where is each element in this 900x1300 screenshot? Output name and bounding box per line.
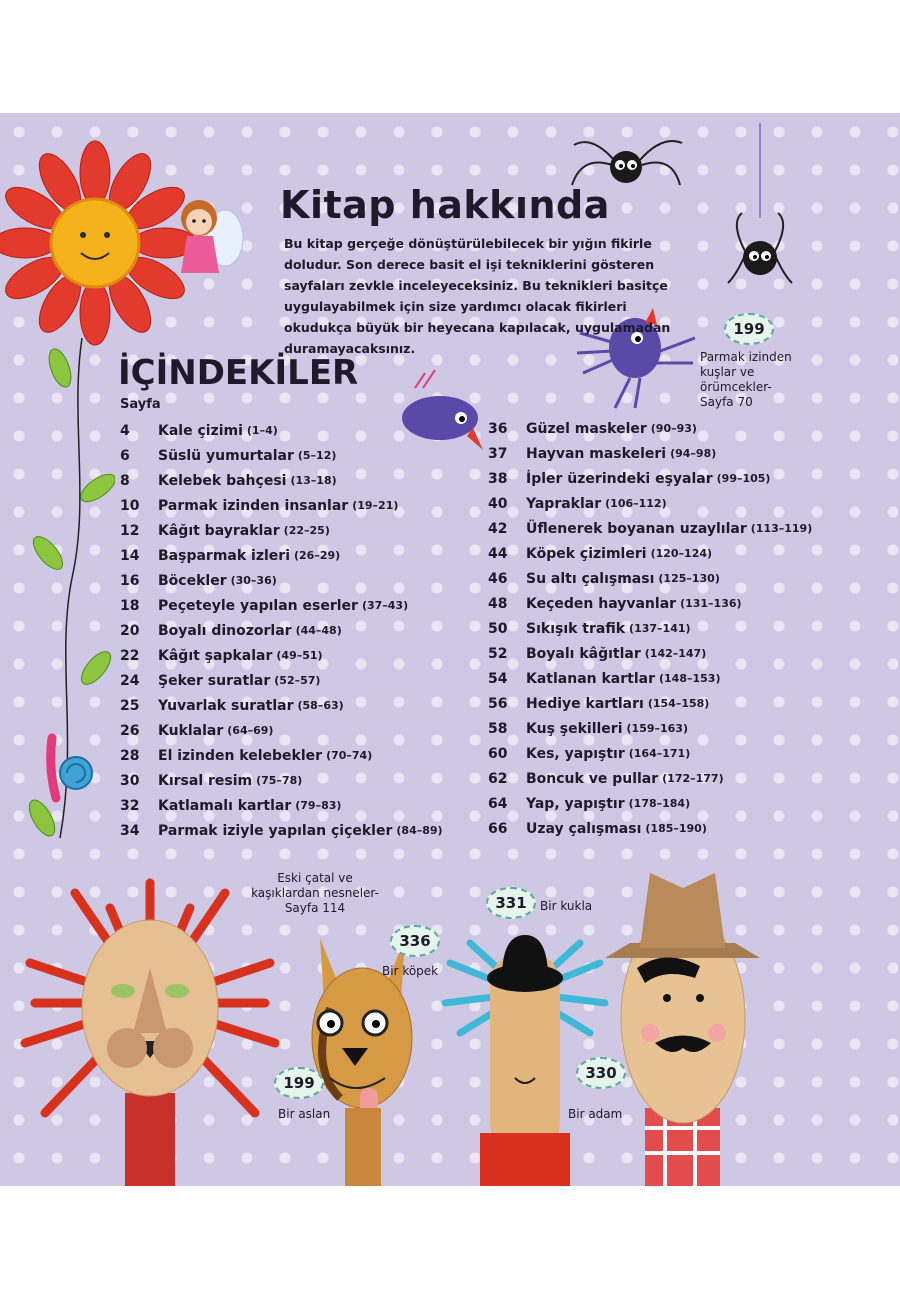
toc-item[interactable] (120, 593, 443, 618)
toc-page-number: 30 (120, 772, 140, 789)
toc-left-column (120, 418, 443, 843)
toc-item[interactable] (120, 768, 443, 793)
toc-item[interactable] (488, 791, 812, 816)
toc-range: (148–153) (659, 672, 721, 685)
toc-heading: İÇİNDEKİLER (118, 353, 359, 393)
toc-title: Kâğıt şapkalar (158, 647, 273, 664)
toc-range: (120–124) (650, 547, 713, 560)
toc-range: (137–141) (629, 622, 691, 635)
toc-range: (131–136) (680, 597, 742, 610)
toc-range: (125–130) (658, 572, 720, 585)
toc-title: Hayvan maskeleri (526, 445, 667, 462)
toc-page-number: 24 (120, 672, 140, 689)
toc-item[interactable] (120, 543, 443, 568)
toc-title: Kale çizimi (158, 422, 243, 439)
page-badge: 331 (486, 887, 536, 919)
toc-range: (44–48) (295, 624, 342, 637)
toc-item[interactable] (488, 641, 812, 666)
toc-range: (5–12) (297, 449, 337, 462)
toc-page-number: 37 (488, 445, 508, 462)
toc-title: Güzel maskeler (526, 420, 647, 437)
toc-item[interactable] (488, 491, 812, 516)
snail-icon (42, 728, 104, 806)
toc-item[interactable] (488, 816, 812, 841)
dog-caption: Bir köpek (382, 964, 439, 978)
lion-spoon-icon (15, 873, 285, 1186)
toc-page-number: 46 (488, 570, 508, 587)
toc-page-number: 60 (488, 745, 508, 762)
toc-title: Boyalı dinozorlar (158, 622, 292, 639)
toc-page-number: 16 (120, 572, 140, 589)
toc-item[interactable] (120, 418, 443, 443)
toc-item[interactable] (120, 743, 443, 768)
toc-item[interactable] (120, 818, 443, 843)
toc-range: (58–63) (297, 699, 344, 712)
toc-item[interactable] (120, 793, 443, 818)
toc-page-number: 54 (488, 670, 508, 687)
toc-range: (99–105) (716, 472, 771, 485)
toc-item[interactable] (120, 718, 443, 743)
toc-title: Kelebek bahçesi (158, 472, 287, 489)
man-caption: Bir adam (568, 1107, 623, 1121)
toc-page-number: 22 (120, 647, 140, 664)
toc-title: Kırsal resim (158, 772, 253, 789)
toc-title: Yapraklar (526, 495, 602, 512)
toc-range: (164–171) (628, 747, 691, 760)
toc-range: (30–36) (230, 574, 277, 587)
toc-page-number: 18 (120, 597, 140, 614)
toc-item[interactable] (120, 493, 443, 518)
toc-page-number: 4 (120, 422, 130, 439)
page-badge: 199 (724, 313, 774, 345)
toc-page-number: 6 (120, 447, 130, 464)
toc-title: Su altı çalışması (526, 570, 655, 587)
toc-item[interactable] (120, 443, 443, 468)
toc-item[interactable] (488, 741, 812, 766)
toc-page-number: 62 (488, 770, 508, 787)
toc-page-number: 40 (488, 495, 508, 512)
toc-title: Yuvarlak suratlar (158, 697, 294, 714)
toc-page-number: 66 (488, 820, 508, 837)
toc-page-number: 42 (488, 520, 508, 537)
toc-page-label: Sayfa (120, 397, 161, 412)
toc-item[interactable] (488, 766, 812, 791)
toc-range: (1–4) (246, 424, 278, 437)
toc-title: Parmak iziyle yapılan çiçekler (158, 822, 393, 839)
toc-title: Süslü yumurtalar (158, 447, 294, 464)
toc-title: Kâğıt bayraklar (158, 522, 280, 539)
toc-title: Keçeden hayvanlar (526, 595, 677, 612)
toc-range: (154–158) (647, 697, 710, 710)
toc-item[interactable] (488, 466, 812, 491)
toc-title: Üflenerek boyanan uzaylılar (526, 520, 747, 537)
toc-range: (49–51) (276, 649, 323, 662)
toc-item[interactable] (120, 568, 443, 593)
toc-range: (159–163) (626, 722, 688, 735)
toc-title: Kuş şekilleri (526, 720, 623, 737)
toc-item[interactable] (120, 518, 443, 543)
toc-item[interactable] (488, 516, 812, 541)
toc-range: (70–74) (326, 749, 373, 762)
toc-title: Boyalı kâğıtlar (526, 645, 641, 662)
man-spoon-icon (605, 868, 760, 1186)
toc-range: (185–190) (645, 822, 707, 835)
toc-item[interactable] (488, 591, 812, 616)
toc-page-number: 12 (120, 522, 140, 539)
lion-caption: Bir aslan (278, 1107, 331, 1121)
toc-item[interactable] (488, 566, 812, 591)
toc-range: (106–112) (605, 497, 667, 510)
toc-page-number: 32 (120, 797, 140, 814)
toc-range: (84–89) (396, 824, 443, 837)
toc-item[interactable] (120, 618, 443, 643)
puppet-caption: Bir kukla (540, 899, 593, 913)
toc-range: (37–43) (361, 599, 409, 612)
toc-item[interactable] (488, 716, 812, 741)
toc-range: (113–119) (750, 522, 813, 535)
toc-item[interactable] (488, 541, 812, 566)
toc-page-number: 50 (488, 620, 508, 637)
toc-title: Kes, yapıştır (526, 745, 625, 762)
toc-range: (142–147) (644, 647, 707, 660)
toc-page-number: 10 (120, 497, 140, 514)
toc-page-number: 25 (120, 697, 140, 714)
toc-range: (22–25) (283, 524, 330, 537)
toc-item[interactable] (488, 441, 812, 466)
toc-item[interactable] (488, 616, 812, 641)
toc-page-number: 44 (488, 545, 508, 562)
page-title: Kitap hakkında (280, 183, 610, 227)
toc-page-number: 26 (120, 722, 140, 739)
toc-page-number: 14 (120, 547, 140, 564)
toc-item[interactable] (120, 468, 443, 493)
toc-range: (75–78) (256, 774, 303, 787)
toc-title: Katlamalı kartlar (158, 797, 292, 814)
fairy-icon (165, 188, 245, 283)
toc-page-number: 52 (488, 645, 508, 662)
toc-title: Parmak izinden insanlar (158, 497, 349, 514)
toc-item[interactable] (120, 693, 443, 718)
toc-title: Yap, yapıştır (526, 795, 625, 812)
page-badge: 199 (274, 1067, 324, 1099)
toc-range: (26–29) (294, 549, 341, 562)
toc-title: Boncuk ve pullar (526, 770, 659, 787)
toc-page-number: 38 (488, 470, 508, 487)
toc-title: Uzay çalışması (526, 820, 642, 837)
toc-page-number: 48 (488, 595, 508, 612)
page-badge: 336 (390, 925, 440, 957)
toc-range: (64–69) (227, 724, 274, 737)
toc-title: Sıkışık trafik (526, 620, 626, 637)
toc-range: (13–18) (290, 474, 337, 487)
birds-caption: Parmak izinden kuşlar ve örümcekler- Sayfa 70 (700, 350, 792, 409)
spider-icon (720, 123, 800, 293)
toc-range: (79–83) (295, 799, 342, 812)
spoons-caption: Eski çatal ve kaşıklardan nesneler- Sayfa 114 (251, 871, 379, 915)
toc-title: El izinden kelebekler (158, 747, 323, 764)
toc-title: Şeker suratlar (158, 672, 271, 689)
toc-page-number: 56 (488, 695, 508, 712)
toc-range: (19–21) (352, 499, 399, 512)
toc-title: Kuklalar (158, 722, 224, 739)
toc-title: Peçeteyle yapılan eserler (158, 597, 358, 614)
page-badge: 330 (576, 1057, 626, 1089)
toc-title: Böcekler (158, 572, 227, 589)
toc-page-number: 20 (120, 622, 140, 639)
book-page (0, 113, 900, 1186)
puppet-spoon-icon (440, 913, 610, 1186)
toc-range: (90–93) (650, 422, 697, 435)
toc-page-number: 64 (488, 795, 508, 812)
toc-range: (172–177) (662, 772, 724, 785)
toc-item[interactable] (488, 416, 812, 441)
toc-range: (52–57) (274, 674, 321, 687)
toc-title: Katlanan kartlar (526, 670, 655, 687)
toc-title: Başparmak izleri (158, 547, 290, 564)
toc-page-number: 8 (120, 472, 130, 489)
toc-title: Hediye kartları (526, 695, 644, 712)
toc-item[interactable] (488, 691, 812, 716)
toc-page-number: 28 (120, 747, 140, 764)
toc-page-number: 58 (488, 720, 508, 737)
toc-range: (178–184) (628, 797, 691, 810)
toc-page-number: 36 (488, 420, 508, 437)
toc-title: Köpek çizimleri (526, 545, 647, 562)
toc-item[interactable] (488, 666, 812, 691)
toc-item[interactable] (120, 643, 443, 668)
intro-paragraph: Bu kitap gerçeğe dönüştürülebilecek bir yığın fikirle doludur. Son derece basit el işi tekniklerini gösteren sayfaları zevkle inceleyeceksiniz. Bu teknikleri basitçe uygulayabilmek için size yardımcı olacak fikirleri okudukça büyük bir heyecana kapılacak, uygulamadan duramayacaksınız. (284, 236, 671, 356)
toc-range: (94–98) (670, 447, 717, 460)
toc-page-number: 34 (120, 822, 140, 839)
toc-title: İpler üzerindeki eşyalar (526, 470, 713, 487)
toc-right-column (488, 416, 812, 841)
toc-item[interactable] (120, 668, 443, 693)
